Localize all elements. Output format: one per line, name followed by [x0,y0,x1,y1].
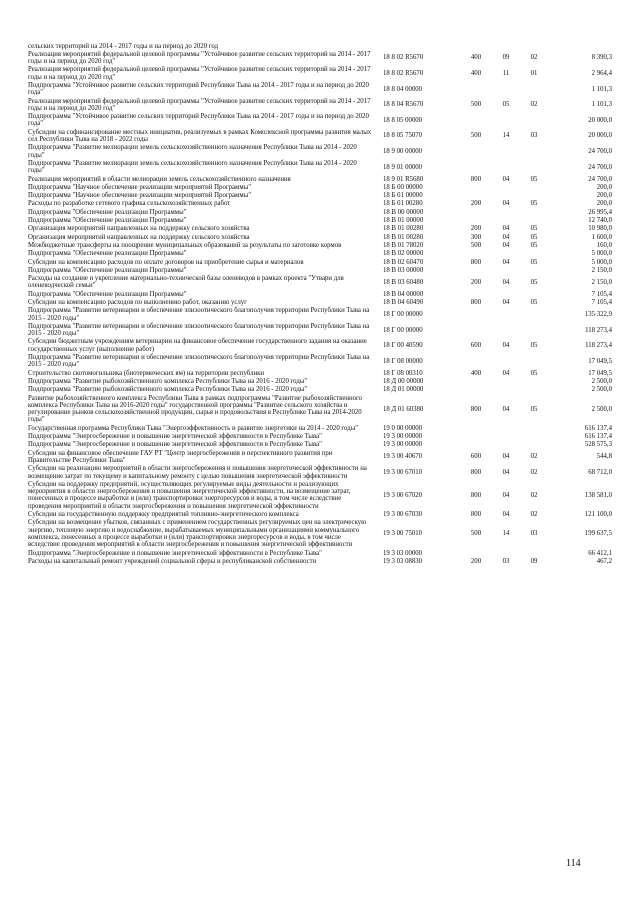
amount-cell: 26 995,4 [588,208,612,216]
target-article-cell: 18 8 04 00000 [383,85,423,93]
amount-cell: 10 980,0 [588,225,612,233]
section-cell: 04 [502,225,510,233]
target-article-cell: 19 3 00 67020 [383,491,423,499]
amount-cell: 24 700,0 [588,163,612,171]
expense-name-cell: Подпрограмма "Обеспечение реализации Программы" [28,290,187,298]
expense-name-cell: Субсидии на государственную поддержку предприятий топливно-энергетического комплекса [28,511,299,519]
table-row [28,266,612,274]
table-row [28,307,612,323]
expense-name-cell: Подпрограмма "Обеспечение реализации Программы" [28,266,187,274]
amount-cell: 2 500,0 [591,386,612,394]
expense-name-cell: Подпрограмма "Обеспечение реализации Программы" [28,217,187,225]
target-article-cell: 19 3 03 08830 [383,557,423,565]
amount-cell: 1 101,3 [591,101,612,109]
amount-cell: 160,0 [596,241,612,249]
expense-type-cell: 800 [470,468,482,476]
table-row [28,217,612,225]
target-article-cell: 18 В 04 60490 [383,299,424,306]
table-row [28,449,612,465]
amount-cell: 544,8 [596,453,612,461]
amount-cell: 616 137,4 [584,424,612,432]
expense-name-cell: Субсидии на возмещение убытков, связанных с применением государственных регулируемых цен на электрическую энергию, тепловую энергию и водоснабжение, вырабатываемых муниципальными организациями коммунального комплекса, понесенных в процессе выработки и (или) транспортировки энергоресурсов и воды, в том числе вследствие проведения мероприятий в области энергосбережения и повышения энергетической эффективности [28,519,367,549]
amount-cell: 17 049,5 [588,357,612,365]
expense-name-cell: Субсидии на компенсацию расходов по оплате договоров на приобретение сырья и материалов [28,258,304,266]
target-article-cell: 18 Д 01 00000 [383,386,424,394]
table-row [28,225,612,233]
amount-cell: 199 637,5 [584,530,612,538]
target-article-cell: 18 В 03 00000 [383,266,424,274]
subsection-cell: 03 [530,132,538,140]
target-article-cell: 18 Б 00 00000 [383,183,423,191]
amount-cell: 7 105,4 [591,299,612,306]
table-row [28,549,612,557]
budget-table [28,42,612,566]
target-article-cell: 18 9 00 00000 [383,148,423,155]
subsection-cell: 05 [530,175,538,183]
target-article-cell: 19 3 00 67030 [383,511,423,519]
expense-name-cell: Подпрограмма "Научное обеспечение реализации мероприятий Программы" [28,183,251,191]
expense-type-cell: 400 [470,369,482,377]
expense-name-cell: Строительство скотомогильника (биотермических ям) на территории республики [28,369,265,377]
expense-name-cell: Подпрограмма "Развитие ветеринарии и обеспечение эпизоотического благополучия территории Республики Тыва на 2015 - 2020 годы" [28,307,370,322]
target-article-cell: 18 В 00 00000 [383,208,424,216]
section-cell: 04 [502,491,510,499]
target-article-cell: 18 Г 00 00000 [383,310,423,318]
amount-cell: 200,0 [596,192,612,200]
amount-cell: 5 000,0 [591,258,612,266]
amount-cell: 8 390,3 [591,54,612,62]
amount-cell: 5 000,0 [591,250,612,258]
target-article-cell: 18 8 04 R5670 [383,101,424,109]
amount-cell: 135 322,9 [584,310,612,318]
table-row [28,394,612,424]
subsection-cell: 02 [530,468,538,476]
amount-cell: 2 500,0 [591,377,612,385]
expense-name-cell: Подпрограмма "Устойчивое развитие сельских территорий Республики Тыва на 2014 - 2017 годы и на период до 2020 года" [28,113,369,128]
amount-cell: 20 000,0 [588,132,612,140]
expense-name-cell: Субсидии бюджетным учреждениям ветеринарии на финансовое обеспечение государственного задания на оказание государственных услуг (выполнение работ) [28,338,367,353]
table-row [28,338,612,354]
amount-cell: 2 150,0 [591,278,612,286]
target-article-cell: 19 3 00 67010 [383,468,423,476]
subsection-cell: 05 [530,405,538,413]
subsection-cell: 02 [530,491,538,499]
expense-name-cell: Подпрограмма "Энергосбережение и повышение энергетической эффективности в Республике Тыва" [28,441,322,449]
section-cell: 14 [502,132,510,140]
table-row [28,250,612,258]
amount-cell: 12 740,0 [588,217,612,225]
subsection-cell: 05 [530,241,538,249]
table-row [28,369,612,377]
subsection-cell: 05 [530,369,538,377]
table-row [28,424,612,432]
section-cell: 04 [502,258,510,266]
subsection-cell: 02 [530,511,538,519]
target-article-cell: 19 3 00 00000 [383,433,423,441]
target-article-cell: 18 Г 08 00310 [383,369,423,377]
amount-cell: 2 500,0 [591,405,612,413]
amount-cell: 2 964,4 [591,70,612,78]
amount-cell: 528 575,3 [584,441,612,449]
section-cell: 04 [502,453,510,461]
expense-type-cell: 400 [470,54,482,62]
amount-cell: 24 700,0 [588,175,612,183]
expense-type-cell: 800 [470,258,482,266]
expense-name-cell: Субсидии на софинансирование местных инициатив, реализуемых в рамках Комплексной программы развития малых сел Республики Тыва на 2018 - 2022 годы [28,128,372,144]
table-row [28,322,612,338]
target-article-cell: 18 В 01 00000 [383,217,424,225]
expense-name-cell: Подпрограмма "Энергосбережение и повышение энергетической эффективности в Республике Тыва" [28,549,322,557]
table-row [28,175,612,183]
table-row [28,159,612,175]
table-row [28,290,612,298]
expense-type-cell: 800 [470,299,482,306]
table-row [28,465,612,481]
table-row [28,144,612,160]
expense-name-cell: Межбюджетные трансферты на поощрение муниципальных образований за результаты по заготовке кормов [28,241,342,249]
expense-type-cell: 800 [470,511,482,519]
expense-type-cell: 400 [470,70,482,78]
amount-cell: 17 049,5 [588,369,612,377]
amount-cell: 121 100,0 [584,511,612,519]
amount-cell: 118 273,4 [585,342,612,350]
expense-name-cell: Реализация мероприятий в области мелиорации земель сельскохозяйственного назначения [28,175,291,183]
subsection-cell: 02 [530,453,538,461]
expense-name-cell: Подпрограмма "Развитие ветеринарии и обеспечение эпизоотического благополучия территории Республики Тыва на 2015 - 2020 годы" [28,322,370,338]
amount-cell: 20 000,0 [588,116,612,124]
table-row [28,557,612,565]
target-article-cell: 18 9 01 R5680 [383,175,424,183]
target-article-cell: 18 9 01 00000 [383,163,423,171]
amount-cell: 616 137,4 [584,433,612,441]
amount-cell: 118 273,4 [585,326,612,334]
table-row [28,183,612,191]
section-cell: 11 [502,70,510,78]
expense-name-cell: Расходы по разработке сетевого графика сельскохозяйственных работ [28,200,231,208]
page-number: 114 [566,858,581,869]
section-cell: 04 [502,342,510,350]
table-row [28,113,612,129]
expense-name-cell: Развитие рыбохозяйственного комплекса Республики Тыва в рамках подпрограммы "Развитие рыбохозяйственного комплекса Республики Тыва на 2016-2020 годы" государственной программы "Развитие сельского хозяйства и регулирование рынков сельскохозяйственной продукции, сырья и продовольствия в Республике Тыва на 2014-2020 годы" [28,394,363,424]
expense-name-cell: Субсидии на поддержку предприятий, осуществляющих регулируемые виды деятельности и реализующих мероприятия в области энергосбережения и повышения энергетической эффективности, на возмещение затрат, понесенных в процессе выработки и (или) транспортировки энергоресурсов и воды, в том числе вследствие проведения мероприятий в области энергосбережения и повышения энергетической эффективности [28,480,351,510]
section-cell: 04 [502,405,510,413]
expense-name-cell: Подпрограмма "Научное обеспечение реализации мероприятий Программы" [28,192,251,200]
table-row [28,50,612,66]
target-article-cell: 19 0 00 00000 [383,424,423,432]
expense-name-cell: Расходы на создание и укрепление материально-технической базы оленеводов в рамках проекта "Утвари для оленеводческой семьи" [28,275,344,290]
target-article-cell: 18 В 01 00280 [383,233,424,241]
table-row [28,81,612,97]
amount-cell: 66 412,1 [588,549,612,557]
table-row [28,519,612,549]
amount-cell: 200,0 [596,200,612,208]
expense-name-cell: Государственная программа Республики Тыва "Энергоэффективность и развитие энергетики на 2014 - 2020 годы" [28,424,359,432]
amount-cell: 24 700,0 [588,148,612,155]
target-article-cell: 18 8 02 R5670 [383,54,424,62]
expense-name-cell: Реализация мероприятий федеральной целевой программы "Устойчивое развитие сельских территорий на 2014 - 2017 годы и на период до 2020 год" [28,66,371,81]
subsection-cell: 05 [530,299,538,306]
target-article-cell: 18 Г 00 40590 [383,342,423,350]
expense-name-cell: Реализация мероприятий федеральной целевой программы "Устойчивое развитие сельских территорий на 2014 - 2017 годы и на период до 2020 год" [28,97,371,112]
amount-cell: 467,2 [596,557,612,565]
subsection-cell: 01 [530,70,538,78]
table-row [28,42,612,50]
table-row [28,97,612,113]
subsection-cell: 05 [530,342,538,350]
amount-cell: 1 101,3 [591,85,612,93]
section-cell: 04 [502,200,510,208]
target-article-cell: 18 8 05 00000 [383,116,423,124]
subsection-cell: 09 [530,557,538,565]
target-article-cell: 18 Б 01 00280 [383,200,423,208]
amount-cell: 200,0 [596,183,612,191]
table-row [28,200,612,208]
table-row [28,511,612,519]
section-cell: 05 [502,101,510,109]
expense-name-cell: сельских территорий на 2014 - 2017 годы и на период до 2020 год [28,42,219,50]
section-cell: 04 [502,175,510,183]
expense-type-cell: 300 [470,233,482,241]
expense-type-cell: 200 [470,200,482,208]
amount-cell: 68 712,0 [588,468,612,476]
section-cell: 04 [502,511,510,519]
expense-name-cell: Подпрограмма "Развитие мелиорации земель сельскохозяйственного назначения Республики Тыва на 2014 - 2020 годы" [28,144,357,159]
target-article-cell: 18 Д 01 60380 [383,405,424,413]
table-row [28,233,612,241]
target-article-cell: 18 В 03 60480 [383,278,424,286]
section-cell: 04 [502,278,510,286]
expense-type-cell: 200 [470,225,482,233]
expense-name-cell: Подпрограмма "Развитие мелиорации земель сельскохозяйственного назначения Республики Тыва на 2014 - 2020 годы" [28,159,357,175]
expense-name-cell: Подпрограмма "Энергосбережение и повышение энергетической эффективности в Республике Тыва" [28,433,322,441]
target-article-cell: 18 Г 00 00000 [383,326,423,334]
expense-name-cell: Подпрограмма "Развитие ветеринарии и обеспечение эпизоотического благополучия территории Республики Тыва на 2015 - 2020 годы" [28,354,370,369]
table-row [28,208,612,216]
target-article-cell: 18 8 05 75070 [383,132,423,140]
target-article-cell: 19 3 00 00000 [383,441,423,449]
expense-type-cell: 500 [470,530,482,538]
section-cell: 04 [502,468,510,476]
table-row [28,377,612,385]
table-row [28,241,612,249]
subsection-cell: 05 [530,278,538,286]
section-cell: 04 [502,241,510,249]
section-cell: 14 [502,530,510,538]
amount-cell: 1 600,0 [591,233,612,241]
subsection-cell: 05 [530,258,538,266]
target-article-cell: 19 3 03 00000 [383,549,423,557]
expense-name-cell: Субсидии на реализацию мероприятий в области энергосбережения и повышения энергетической эффективности на возмещение затрат по текущему и капитальному ремонту с целью повышения энергетической эффективности [28,465,367,480]
target-article-cell: 19 3 00 75010 [383,530,423,538]
amount-cell: 2 150,0 [591,266,612,274]
target-article-cell: 18 В 01 00280 [383,225,424,233]
expense-type-cell: 500 [470,241,482,249]
expense-name-cell: Субсидии на компенсацию расходов по выполнению работ, оказанию услуг [28,299,247,306]
subsection-cell: 05 [530,225,538,233]
section-cell: 03 [502,557,510,565]
subsection-cell: 05 [530,200,538,208]
table-row [28,128,612,144]
target-article-cell: 19 3 00 40670 [383,453,423,461]
table-row [28,386,612,394]
section-cell: 04 [502,299,510,306]
subsection-cell: 03 [530,530,538,538]
expense-name-cell: Подпрограмма "Обеспечение реализации Программы" [28,250,187,258]
expense-type-cell: 200 [470,557,482,565]
target-article-cell: 18 В 01 78020 [383,241,424,249]
table-row [28,480,612,510]
section-cell: 04 [502,233,510,241]
table-row [28,258,612,266]
expense-type-cell: 800 [470,491,482,499]
expense-type-cell: 600 [470,342,482,350]
expense-name-cell: Субсидии на финансовое обеспечение ГАУ РТ "Центр энергосбережения и перспективного развития при Правительстве Республики Тыва" [28,449,333,464]
target-article-cell: 18 В 02 00000 [383,250,424,258]
table-row [28,441,612,449]
expense-type-cell: 800 [470,175,482,183]
target-article-cell: 18 В 04 00000 [383,290,424,298]
expense-name-cell: Подпрограмма "Устойчивое развитие сельских территорий Республики Тыва на 2014 - 2017 годы и на период до 2020 года" [28,81,369,97]
expense-name-cell: Организация мероприятий направленных на поддержку сельского хозяйства [28,233,250,241]
expense-type-cell: 200 [470,278,482,286]
expense-name-cell: Подпрограмма "Развитие рыбохозяйственного комплекса Республики Тыва на 2016 - 2020 годы" [28,386,308,394]
amount-cell: 138 581,0 [584,491,612,499]
table-row [28,299,612,307]
section-cell: 09 [502,54,510,62]
expense-name-cell: Подпрограмма "Развитие рыбохозяйственного комплекса Республики Тыва на 2016 - 2020 годы" [28,377,308,385]
expense-type-cell: 500 [470,132,482,140]
target-article-cell: 18 8 02 R5670 [383,70,424,78]
section-cell: 04 [502,369,510,377]
target-article-cell: 18 Д 00 00000 [383,377,424,385]
target-article-cell: 18 В 02 60470 [383,258,424,266]
table-row [28,66,612,82]
amount-cell: 7 105,4 [591,290,612,298]
expense-type-cell: 800 [470,405,482,413]
subsection-cell: 02 [530,54,538,62]
expense-type-cell: 500 [470,101,482,109]
expense-name-cell: Расходы на капитальный ремонт учреждений социальной сферы и республиканской собственности [28,557,317,565]
subsection-cell: 05 [530,233,538,241]
table-row [28,275,612,291]
target-article-cell: 18 Б 01 00000 [383,192,423,200]
expense-name-cell: Организация мероприятий направленных на поддержку сельского хозяйства [28,225,250,233]
table-row [28,354,612,370]
expense-type-cell: 600 [470,453,482,461]
target-article-cell: 18 Г 08 00000 [383,357,423,365]
expense-name-cell: Реализация мероприятий федеральной целевой программы "Устойчивое развитие сельских территорий на 2014 - 2017 годы и на период до 2020 год" [28,50,371,66]
table-row [28,192,612,200]
expense-name-cell: Подпрограмма "Обеспечение реализации Программы" [28,208,187,216]
subsection-cell: 02 [530,101,538,109]
table-row [28,433,612,441]
